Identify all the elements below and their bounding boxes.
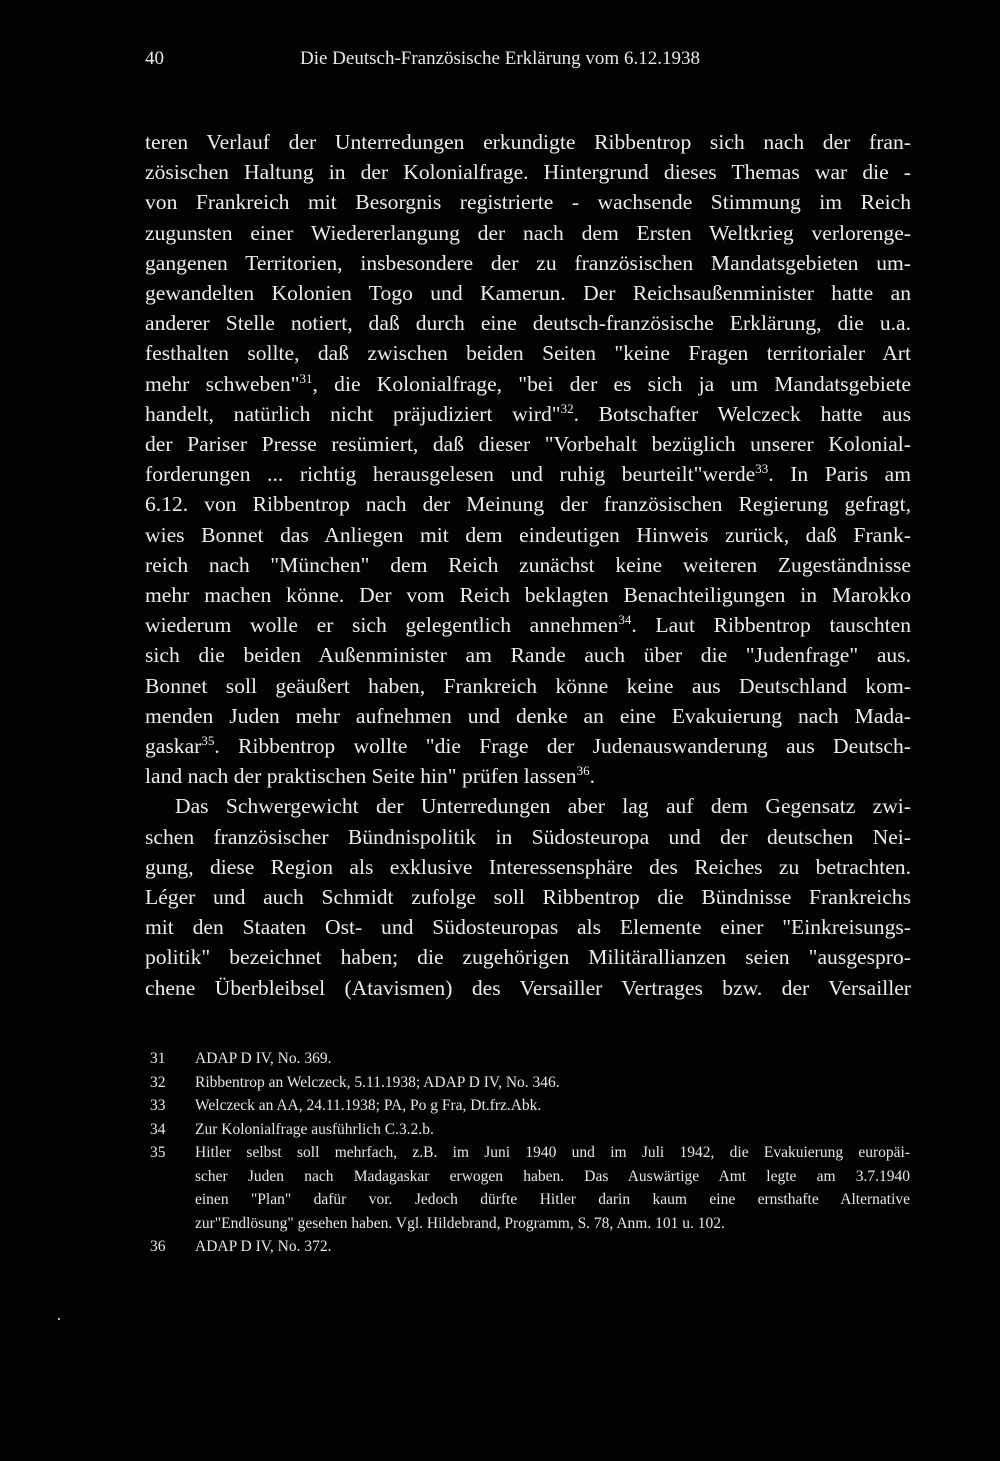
text-segment: . Laut Ribbentrop tauschten [631, 613, 911, 638]
text-segment: land nach der praktischen Seite hin" prüfen lassen [145, 764, 577, 789]
text-line: mehr machen könne. Der vom Reich beklagten Benachteiligungen in Marokko [145, 583, 911, 608]
footnote-text: scher Juden nach Madagaskar erwogen haben. Das Auswärtige Amt legte am 3.7.1940 [195, 1167, 910, 1185]
scan-speck [58, 1318, 60, 1320]
footnote-text: Hitler selbst soll mehrfach, z.B. im Juni 1940 und im Juli 1942, die Evakuierung europäi- [195, 1144, 910, 1161]
text-segment: , die Kolonialfrage, "bei der es sich ja um Mandatsgebiete [312, 371, 911, 396]
text-segment: . Ribbentrop wollte "die Frage der Judenauswanderung aus Deutsch- [214, 734, 911, 759]
footnote-36 [150, 1235, 910, 1259]
text-line: teren Verlauf der Unterredungen erkundigte Ribbentrop sich nach der fran- [145, 130, 911, 154]
text-line: von Frankreich mit Besorgnis registrierte - wachsende Stimmung im Reich [145, 190, 911, 215]
text-line: politik" bezeichnet haben; die zugehörigen Militärallianzen seien "ausgespro- [145, 945, 911, 970]
text-line: zugunsten einer Wiedererlangung der nach dem Ersten Weltkrieg verlorenge- [145, 220, 911, 245]
footnote-ref-32[interactable]: 32 [560, 400, 574, 416]
text-segment: forderungen ... richtig herausgelesen und ruhig beurteilt"werde [145, 462, 756, 487]
text-line: schen französischer Bündnispolitik in Südosteuropa und der deutschen Nei- [145, 824, 911, 849]
paragraph-1 [145, 127, 911, 791]
text-segment: mehr schweben" [145, 371, 300, 396]
footnote-text: Zur Kolonialfrage ausführlich C.3.2.b. [195, 1120, 434, 1138]
footnote-31 [150, 1047, 910, 1071]
text-line: anderer Stelle notiert, daß durch eine deutsch-französische Erklärung, die u.a. [145, 311, 911, 336]
paragraph-2 [145, 791, 911, 1002]
main-text [145, 127, 911, 1003]
text-line [145, 369, 911, 399]
footnote-32 [150, 1071, 910, 1095]
text-line: zösischen Haltung in der Kolonialfrage. Hintergrund dieses Themas war die - [145, 160, 911, 185]
text-line: gangenen Territorien, insbesondere der zu französischen Mandatsgebieten um- [145, 250, 911, 275]
footnote-text: Ribbentrop an Welczeck, 5.11.1938; ADAP D IV, No. 346. [195, 1073, 560, 1091]
footnote-number: 33 [150, 1097, 166, 1114]
footnote-number: 36 [150, 1238, 166, 1255]
text-segment: . In Paris am [768, 462, 911, 487]
text-line: chene Überbleibsel (Atavismen) des Versailler Vertrages bzw. der Versailler [145, 975, 911, 1000]
footnotes [150, 1047, 910, 1259]
footnote-text: ADAP D IV, No. 369. [195, 1050, 332, 1067]
text-line [145, 459, 911, 489]
text-line [145, 731, 911, 761]
text-segment: handelt, natürlich nicht präjudiziert wird" [145, 401, 561, 426]
text-line: mit den Staaten Ost- und Südosteuropas als Elemente einer "Einkreisungs- [145, 915, 911, 940]
footnote-number: 32 [150, 1073, 166, 1091]
running-title: Die Deutsch-Französische Erklärung vom 6.12.1938 [300, 48, 700, 69]
footnote-ref-31[interactable]: 31 [299, 370, 313, 386]
text-segment: wiederum wolle er sich gelegentlich annehmen [145, 613, 619, 638]
footnote-text: Welczeck an AA, 24.11.1938; PA, Po g Fra, Dt.frz.Abk. [195, 1097, 542, 1114]
text-line: menden Juden mehr aufnehmen und denke an eine Evakuierung nach Mada- [145, 703, 911, 728]
footnote-34 [150, 1118, 910, 1142]
footnote-ref-36[interactable]: 36 [576, 763, 590, 779]
text-line: Das Schwergewicht der Unterredungen aber lag auf dem Gegensatz zwi- [175, 794, 911, 819]
text-line: Bonnet soll geäußert haben, Frankreich könne keine aus Deutschland kom- [145, 673, 911, 698]
text-segment: . Botschafter Welczeck hatte aus [573, 401, 911, 426]
footnote-text: zur"Endlösung" gesehen haben. Vgl. Hildebrand, Programm, S. 78, Anm. 101 u. 102. [195, 1214, 725, 1232]
footnote-ref-33[interactable]: 33 [755, 461, 769, 477]
footnote-33 [150, 1094, 910, 1118]
footnote-number: 31 [150, 1050, 166, 1067]
page-number: 40 [145, 48, 164, 69]
footnote-ref-35[interactable]: 35 [201, 733, 215, 749]
text-segment: . [589, 764, 595, 789]
text-line: 6.12. von Ribbentrop nach der Meinung der französischen Regierung gefragt, [145, 492, 911, 517]
text-line [145, 610, 911, 640]
footnote-35 [150, 1141, 910, 1235]
text-line: Léger und auch Schmidt zufolge soll Ribbentrop die Bündnisse Frankreichs [145, 885, 911, 910]
footnote-number: 35 [150, 1144, 166, 1161]
footnote-text: einen "Plan" dafür vor. Jedoch dürfte Hitler darin kaum eine ernsthafte Alternative [195, 1191, 910, 1208]
text-line: der Pariser Presse resümiert, daß dieser "Vorbehalt bezüglich unserer Kolonial- [145, 432, 911, 457]
text-line: festhalten sollte, daß zwischen beiden Seiten "keine Fragen territorialer Art [145, 341, 911, 366]
text-line: gung, diese Region als exklusive Interessensphäre des Reiches zu betrachten. [145, 854, 911, 879]
text-line [145, 399, 911, 429]
text-segment: gaskar [145, 734, 202, 759]
text-line: wies Bonnet das Anliegen mit dem eindeutigen Hinweis zurück, daß Frank- [145, 522, 911, 547]
footnote-text: ADAP D IV, No. 372. [195, 1238, 332, 1255]
text-line: sich die beiden Außenminister am Rande auch über die "Judenfrage" aus. [145, 643, 911, 668]
footnote-ref-34[interactable]: 34 [618, 612, 632, 628]
text-line [145, 761, 911, 791]
text-line: reich nach "München" dem Reich zunächst keine weiteren Zugeständnisse [145, 552, 911, 577]
text-line: gewandelten Kolonien Togo und Kamerun. Der Reichsaußenminister hatte an [145, 281, 911, 306]
footnote-number: 34 [150, 1120, 166, 1138]
